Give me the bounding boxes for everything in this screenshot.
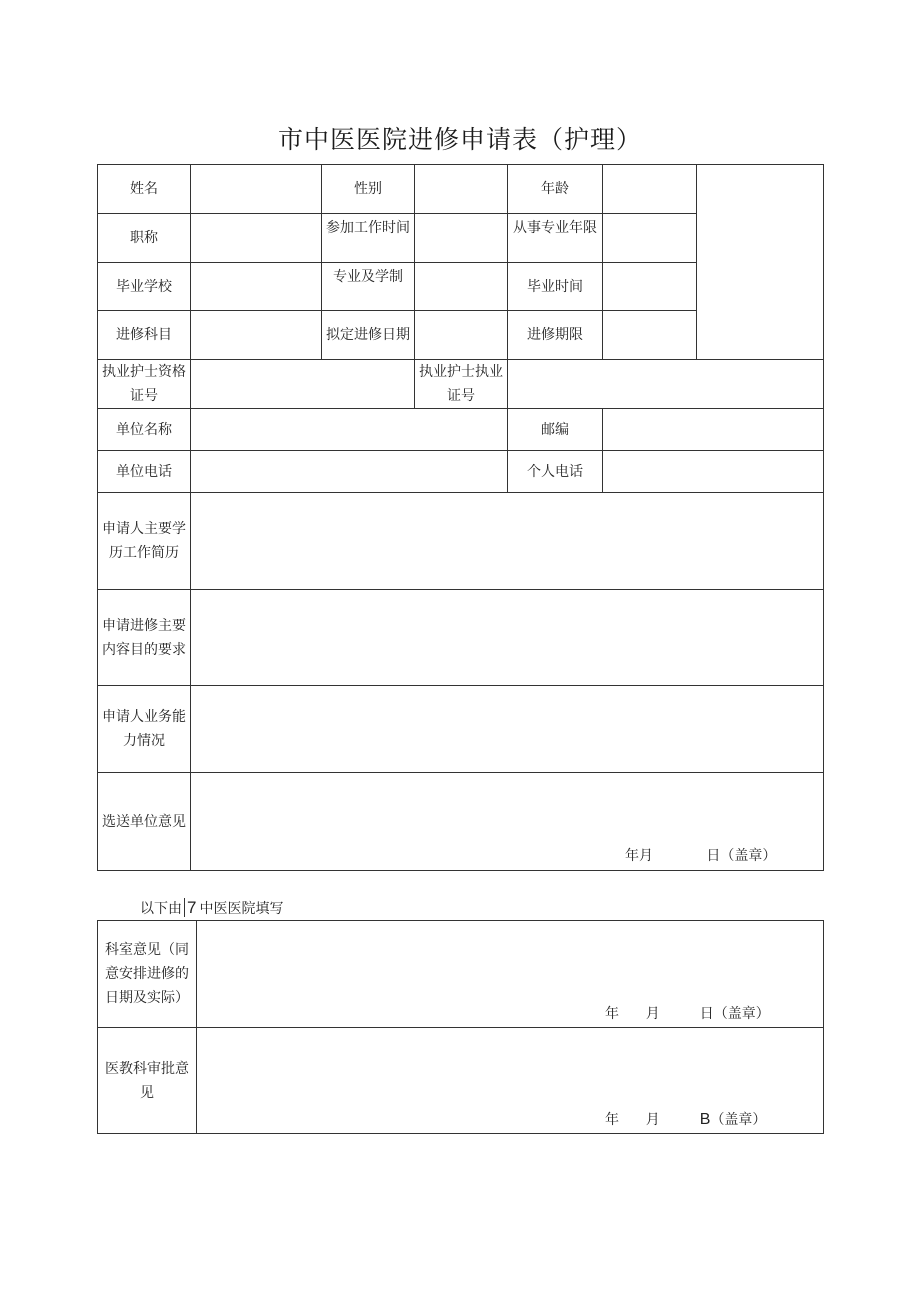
resume-label: 申请人主要学历工作简历 [98,493,191,590]
note-suffix: 中医医院填写 [199,901,284,917]
unit-name-field[interactable] [191,409,508,451]
dept-label: 进修科目 [98,311,191,360]
title-field[interactable] [191,214,322,263]
name-label: 姓名 [98,165,191,214]
dept-opinion-label: 科室意见（同意安排进修的日期及实际） [98,921,197,1028]
age-label: 年龄 [508,165,603,214]
qual-cert-field[interactable] [191,360,415,409]
planned-date-label: 拟定进修日期 [322,311,415,360]
duration-field[interactable] [603,311,697,360]
unit-sign-date: 年月 日（盖章） [625,848,777,864]
edu-opinion-label: 医教科审批意见 [98,1028,197,1134]
note-mark: 7 [184,898,196,917]
resume-field[interactable] [191,493,824,590]
edu-opinion-field[interactable] [197,1028,824,1134]
content-field[interactable] [191,590,824,686]
edu-sign-b: B [699,1111,711,1128]
years-in-field-field[interactable] [603,214,697,263]
years-in-field-label: 从事专业年限 [508,214,603,263]
content-label: 申请进修主要内容目的要求 [98,590,191,686]
postcode-label: 邮编 [508,409,603,451]
hospital-review-table [97,920,824,1134]
edu-sign-stamp: （盖章） [710,1112,767,1128]
grad-time-field[interactable] [603,263,697,311]
school-label: 毕业学校 [98,263,191,311]
gender-field[interactable] [415,165,508,214]
note-prefix: 以下由 [140,901,182,917]
work-start-field[interactable] [415,214,508,263]
qual-cert-label: 执业护士资格证号 [98,360,191,409]
ability-label: 申请人业务能力情况 [98,686,191,773]
dept-opinion-field[interactable] [197,921,824,1028]
application-form-table [97,164,824,871]
personal-phone-field[interactable] [603,451,824,493]
ability-field[interactable] [191,686,824,773]
postcode-field[interactable] [603,409,824,451]
unit-opinion-label: 选送单位意见 [98,773,191,871]
age-field[interactable] [603,165,697,214]
edu-sign-ym: 年 月 [605,1112,700,1128]
unit-phone-label: 单位电话 [98,451,191,493]
practice-cert-field[interactable] [508,360,824,409]
name-field[interactable] [191,165,322,214]
unit-name-label: 单位名称 [98,409,191,451]
planned-date-field[interactable] [415,311,508,360]
major-label: 专业及学制 [322,263,415,311]
major-field[interactable] [415,263,508,311]
unit-phone-field[interactable] [191,451,508,493]
duration-label: 进修期限 [508,311,603,360]
grad-time-label: 毕业时间 [508,263,603,311]
work-start-label: 参加工作时间 [322,214,415,263]
dept-sign-date: 年 月 日（盖章） [605,1006,770,1022]
page-title: 市中医医院进修申请表（护理） [277,125,642,154]
dept-field[interactable] [191,311,322,360]
edu-sign-date [605,1108,766,1132]
gender-label: 性别 [322,165,415,214]
title-label: 职称 [98,214,191,263]
unit-opinion-field[interactable] [191,773,824,871]
practice-cert-label: 执业护士执业证号 [415,360,508,409]
personal-phone-label: 个人电话 [508,451,603,493]
photo-area[interactable] [697,165,824,360]
hospital-fill-note [140,898,283,918]
school-field[interactable] [191,263,322,311]
